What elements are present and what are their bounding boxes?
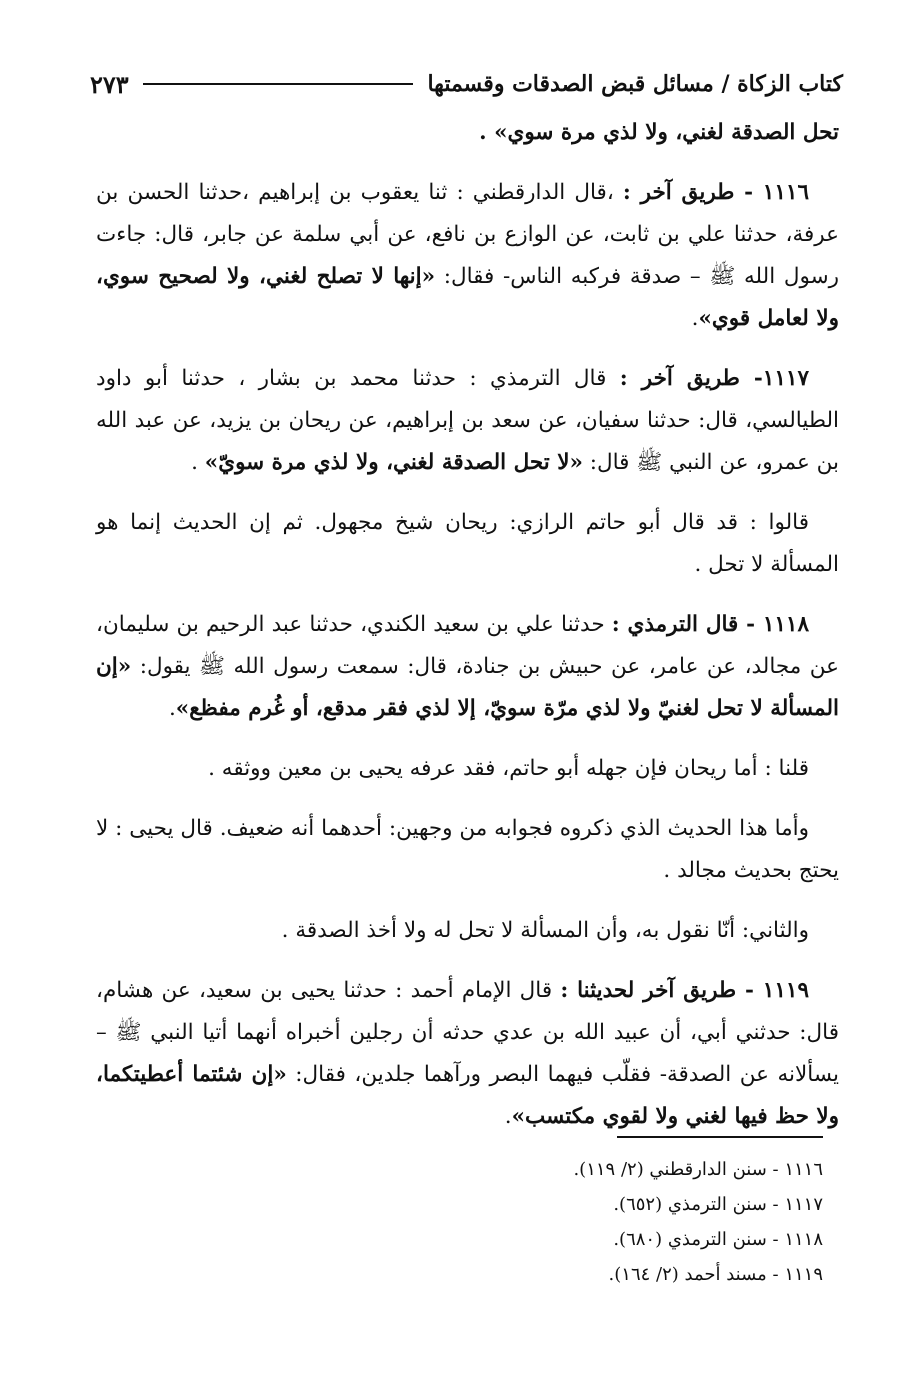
paragraph-qalu: قالوا : قد قال أبو حاتم الرازي: ريحان شيخ مجهول. ثم إن الحديث إنما هو المسألة لا تحل . [96, 510, 839, 577]
footnote-item: ١١١٩ - مسند أحمد (٢/ ١٦٤). [608, 1264, 823, 1285]
paragraph-1119 [96, 970, 839, 1138]
paragraph-end: . [691, 306, 699, 331]
paragraph-text: قال الترمذي : حدثنا محمد بن بشار ، حدثنا أبو داود الطيالسي، قال: حدثنا سفيان، عن سعد بن إبراهيم، عن ريحان بن يزيد، عن عبد الله بن عمرو، عن النبي ﷺ قال: [96, 366, 839, 475]
hadith-quote: «إنها لا تصلح لغني، ولا لصحيح سوي، ولا لعامل قوي» [96, 264, 839, 331]
paragraph-lead: ١١١٩ - طريق آخر لحديثنا : [560, 978, 809, 1003]
footnote-item: ١١١٧ - سنن الترمذي (٦٥٢). [613, 1194, 823, 1215]
paragraph-1117 [96, 358, 839, 484]
page-number: ٢٧٣ [90, 69, 129, 99]
paragraph-lead: ١١١٦ - طريق آخر : [622, 180, 809, 205]
footnote-item: ١١١٨ - سنن الترمذي (٦٨٠). [613, 1229, 823, 1250]
main-text [96, 112, 839, 1156]
paragraph-1118 [96, 604, 839, 730]
paragraph-lead: ١١١٨ - قال الترمذي : [611, 612, 810, 637]
paragraph-end: . [168, 696, 176, 721]
running-title: كتاب الزكاة / مسائل قبض الصدقات وقسمتها [427, 71, 843, 97]
paragraph-second: والثاني: أنّا نقول به، وأن المسألة لا تحل له ولا أخذ الصدقة . [281, 918, 809, 943]
footnote-rule [617, 1136, 823, 1138]
paragraph-text: قال الإمام أحمد : حدثنا يحيى بن سعيد، عن هشام، قال: حدثني أبي، أن عبيد الله بن عدي حدثه أن رجلين أخبراه أنهما أتيا النبي ﷺ – يسألانه عن الصدقة- فقلّب فيهما البصر ورآهما جلدين، فقال: [96, 978, 839, 1087]
hadith-text: تحل الصدقة لغني، ولا لذي مرة سوي» . [479, 120, 839, 145]
paragraph-end: . [191, 450, 205, 475]
paragraph-qulna: قلنا : أما ريحان فإن جهله أبو حاتم، فقد عرفه يحيى بن معين ووثقه . [208, 756, 809, 781]
paragraph-continuation [96, 112, 839, 154]
footnotes [300, 1152, 823, 1292]
footnote-item: ١١١٦ - سنن الدارقطني (٢/ ١١٩). [573, 1159, 823, 1180]
paragraph-lead: ١١١٧- طريق آخر : [619, 366, 809, 391]
hadith-quote: «إن المسألة لا تحل لغنيّ ولا لذي مرّة سويّ، إلا لذي فقر مدقع، أو غُرم مفظع» [96, 654, 839, 721]
hadith-quote: «لا تحل الصدقة لغني، ولا لذي مرة سويّ» [204, 450, 583, 475]
paragraph-text: حدثنا علي بن سعيد الكندي، حدثنا عبد الرحيم بن سليمان، عن مجالد، عن عامر، عن حبيش بن جنادة، قال: سمعت رسول الله ﷺ يقول: [96, 612, 839, 679]
paragraph-1116 [96, 172, 839, 340]
page-header [90, 64, 843, 104]
paragraph-end: . [504, 1104, 512, 1129]
paragraph-text: ،قال الدارقطني : ثنا يعقوب بن إبراهيم ،حدثنا الحسن بن عرفة، حدثنا علي بن ثابت، عن الوازع بن نافع، عن أبي سلمة عن جابر، قال: جاءت رسول الله ﷺ – صدقة فركبه الناس- فقال: [96, 180, 839, 289]
hadith-quote: «إن شئتما أعطيتكما، ولا حظ فيها لغني ولا لقوي مكتسب» [96, 1062, 839, 1129]
header-rule [143, 83, 414, 85]
paragraph-reply: وأما هذا الحديث الذي ذكروه فجوابه من وجهين: أحدهما أنه ضعيف. قال يحيى : لا يحتج بحديث مجالد . [96, 816, 839, 883]
